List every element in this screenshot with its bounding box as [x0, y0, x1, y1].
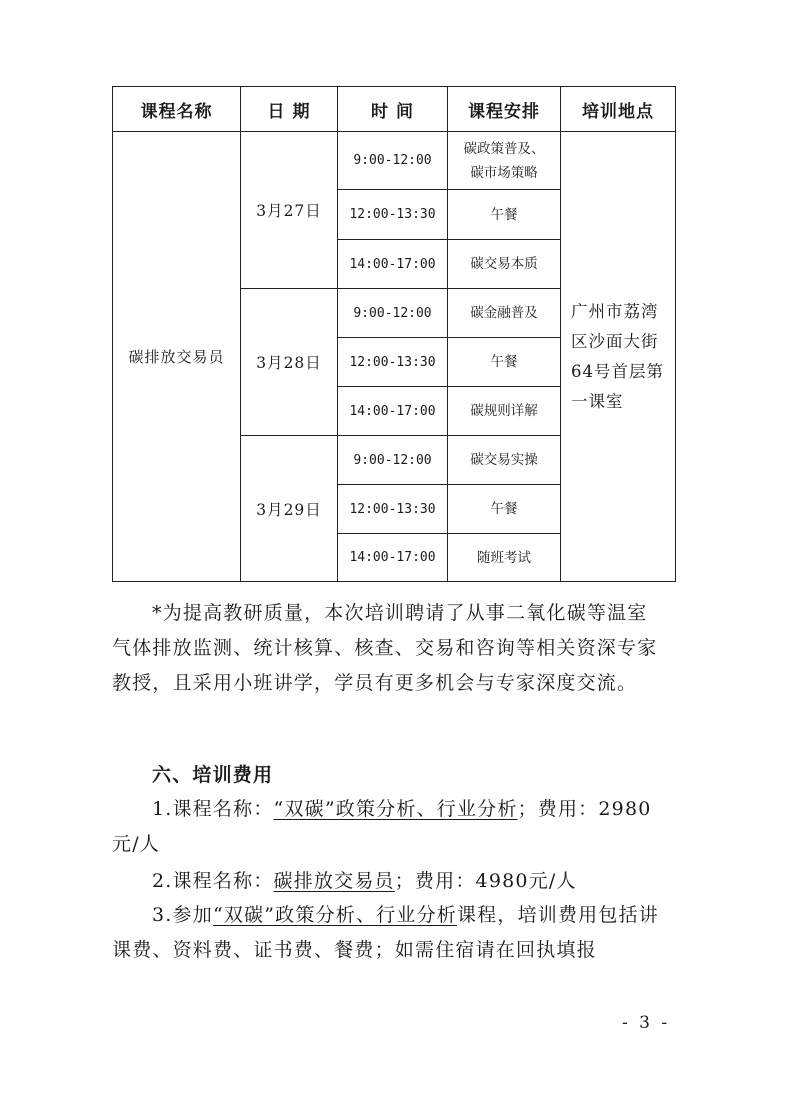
topic-cell: 随班考试: [448, 534, 561, 582]
fee-item-1: [112, 792, 665, 862]
fee-item-2-suffix: ；费用：4980元/人: [394, 870, 577, 892]
topic-cell: 午餐: [448, 190, 561, 240]
header-date: 日 期: [241, 87, 338, 132]
date-cell: 3月29日: [241, 436, 338, 582]
time-cell: 12:00-13:30: [338, 190, 448, 240]
header-time: 时 间: [338, 87, 448, 132]
schedule-table: [112, 86, 676, 582]
fee-item-3-course: “双碳”政策分析、行业分析: [212, 904, 457, 926]
time-cell: 12:00-13:30: [338, 485, 448, 534]
time-cell: 9:00-12:00: [338, 289, 448, 338]
time-cell: 9:00-12:00: [338, 132, 448, 190]
topic-cell: 碳金融普及: [448, 289, 561, 338]
time-cell: 14:00-17:00: [338, 240, 448, 289]
note-paragraph: *为提高教研质量，本次培训聘请了从事二氧化碳等温室气体排放监测、统计核算、核查、交易和咨询等相关资深专家教授，且采用小班讲学，学员有更多机会与专家深度交流。: [112, 602, 658, 694]
fee-item-2-prefix: 2.课程名称：: [152, 870, 274, 892]
date-cell: 3月28日: [241, 289, 338, 436]
fee-item-1-suffix: ；费用：2980元/人: [112, 798, 652, 855]
time-cell: 14:00-17:00: [338, 534, 448, 582]
topic-cell: 碳政策普及、碳市场策略: [448, 132, 561, 190]
table-row: [113, 132, 676, 190]
header-schedule: 课程安排: [448, 87, 561, 132]
location-cell: 广州市荔湾区沙面大街64号首层第一课室: [561, 132, 676, 582]
page-number: - 3 -: [622, 1013, 671, 1033]
fee-item-3-prefix: 3.参加: [152, 904, 213, 926]
table-header-row: [113, 87, 676, 132]
time-cell: 14:00-17:00: [338, 387, 448, 436]
time-cell: 12:00-13:30: [338, 338, 448, 387]
fee-item-1-course: “双碳”政策分析、行业分析: [273, 798, 518, 820]
header-location: 培训地点: [561, 87, 676, 132]
course-name-cell: 碳排放交易员: [113, 132, 241, 582]
fee-item-2: [112, 864, 665, 899]
section-heading: 六、培训费用: [152, 764, 274, 786]
date-cell: 3月27日: [241, 132, 338, 289]
topic-cell: 碳规则详解: [448, 387, 561, 436]
fee-item-2-course: 碳排放交易员: [273, 870, 395, 892]
header-course-name: 课程名称: [113, 87, 241, 132]
topic-cell: 午餐: [448, 338, 561, 387]
fee-item-1-prefix: 1.课程名称：: [152, 798, 274, 820]
time-cell: 9:00-12:00: [338, 436, 448, 485]
topic-cell: 午餐: [448, 485, 561, 534]
fee-item-3: [112, 898, 665, 968]
topic-cell: 碳交易实操: [448, 436, 561, 485]
topic-cell: 碳交易本质: [448, 240, 561, 289]
fee-item-3-suffix: 课程，培训费用包括讲课费、资料费、证书费、餐费；如需住宿请在回执填报: [112, 904, 659, 961]
